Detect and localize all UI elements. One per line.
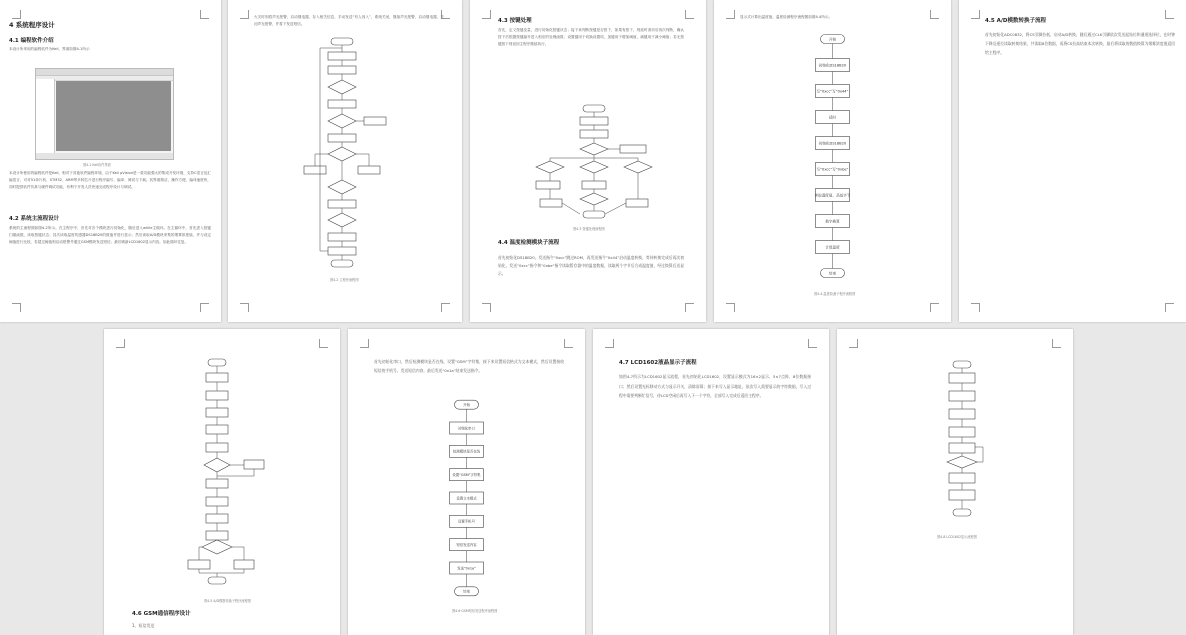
- flow-step-label: 读取温度值，高低字节: [814, 193, 851, 198]
- flow-step-label: 初始化DS18B20: [818, 63, 847, 68]
- page-corner-mark: [1165, 10, 1174, 19]
- section-heading: 4.4 温度检测模块子流程: [498, 240, 560, 246]
- flow-step-label: 初始化DS18B20: [818, 141, 847, 146]
- page-corner-mark: [930, 303, 939, 312]
- page-corner-mark: [319, 339, 328, 348]
- document-page-8[interactable]: [593, 329, 829, 635]
- page-corner-mark: [930, 10, 939, 19]
- page-corner-mark: [116, 339, 125, 348]
- paragraph: 如图4-7所示为LCD1602显示流程，首先初始化LCD1602，设置显示模式为16×2显示、5×7点阵、8位数据接口；然后设置光标移动方式与显示开关，清除屏幕；接下来写入显示地址，依次写入需要显示的字符数据，写入过程中需要判断忙信号，待LCD空闲后再写入下一个字符，全部写入完成后返回主程序。: [619, 374, 811, 399]
- flow-step-label: 计算温度: [825, 245, 840, 250]
- page-corner-mark: [240, 303, 249, 312]
- flowchart-svg: [714, 26, 951, 286]
- figure-caption: 图4-8 LCD1602显示流程图: [937, 535, 977, 539]
- flow-step-label: 初始化串口: [458, 426, 475, 431]
- page-corner-mark: [240, 10, 249, 19]
- temperature-flowchart: [714, 26, 951, 286]
- section-heading: 4.7 LCD1602液晶显示子流程: [619, 360, 697, 366]
- document-page-7[interactable]: [348, 329, 585, 635]
- document-page-4[interactable]: [714, 0, 951, 322]
- flow-step-label: 检测模块是否在线: [452, 449, 481, 454]
- document-page-3[interactable]: [470, 0, 706, 322]
- page-corner-mark: [12, 303, 21, 312]
- flow-step-label: 结束: [463, 589, 470, 594]
- section-heading: 4.2 系统主流程设计: [9, 216, 60, 222]
- section-heading: 4.5 A/D模数转换子流程: [985, 18, 1046, 24]
- section-heading: 4.3 按键处理: [498, 18, 532, 24]
- flow-step-label: 开始: [828, 37, 837, 42]
- flow-step-label: 设置手机号: [458, 519, 475, 524]
- flow-step-label: 设置文本模式: [456, 496, 477, 501]
- page-corner-mark: [441, 303, 450, 312]
- flow-step-label: 开始: [463, 403, 470, 408]
- flow-step-label: 短信发送内容: [456, 543, 477, 548]
- page-corner-mark: [1165, 303, 1174, 312]
- paragraph: 显示式计算出温度值，温度检测程序流程图如图4-4所示。: [740, 15, 833, 19]
- flow-step-label: 结束: [828, 271, 837, 276]
- section-heading: 4.1 编程软件介绍: [9, 38, 54, 44]
- page-corner-mark: [482, 10, 491, 19]
- page-corner-mark: [808, 339, 817, 348]
- flowchart-svg: [348, 393, 585, 603]
- page-corner-mark: [200, 303, 209, 312]
- software-screenshot: [35, 68, 174, 160]
- page-corner-mark: [971, 10, 980, 19]
- paragraph: 首先初始化ADC0832，将CS引脚拉低，启动A/D转换，随后通过CLK引脚依次发送起始位和通道选择位，在时钟下降沿逐位读取转换结果，共读取8位数据，再将CS拉高结束本次转换，最后将读取的数值换算为烟雾浓度值返回给主程序。: [985, 32, 1175, 55]
- page-corner-mark: [685, 303, 694, 312]
- page-corner-mark: [849, 339, 858, 348]
- flow-step-label: 写“0xcc”写“0x44”: [816, 89, 849, 94]
- figure-caption: 图4-2 主程序流程图: [330, 278, 359, 282]
- page-corner-mark: [1052, 339, 1061, 348]
- flow-step-label: 写“0xcc”写“0xbe”: [816, 167, 849, 172]
- page-corner-mark: [200, 10, 209, 19]
- flow-step-label: 数字换算: [825, 219, 840, 224]
- paragraph: 本设计所使用的编程软件是Keil，相对于其他软件编程环境，由于Keil μVision是一款功能强大的集成开发环境，支持C语言及汇编语言，可对51单片机、STM32、ARM等多种芯片进行程序编写、编译、调试与下载。其界面简洁，操作方便，编译速度快，同时提供软件仿真与硬件调试功能，有利于开发人员快速完成程序设计与调试。: [9, 171, 211, 189]
- section-heading: 4.6 GSM通信程序设计: [132, 611, 191, 617]
- page-corner-mark: [685, 10, 694, 19]
- list-item: 1、短信发送: [132, 623, 155, 628]
- paragraph: 本设计所采用的编程软件为Keil，界面如图4-1所示: [9, 47, 90, 51]
- figure-caption: 图4-5 A/D模数转换子程序流程图: [204, 599, 251, 603]
- page-corner-mark: [726, 10, 735, 19]
- page-corner-mark: [564, 339, 573, 348]
- paragraph: 系统的主流程图如图4-2所示。在主程序中，首先对各个模块进行初始化，随后进入while主循环。在主循环中，首先进入按键扫描函数，读取按键状态；其次读取温度传感器DS18B20的数值并进行显示；然后读取A/D模块采集的烟雾浓度值，并与设定阈值进行比较，若超过阈值则启动报警并通过GSM模块发送短信；最后刷新LCD1602显示内容，如此循环往复。: [9, 226, 211, 244]
- document-page-2[interactable]: [228, 0, 462, 322]
- page-corner-mark: [605, 339, 614, 348]
- key-flowchart: [532, 103, 660, 221]
- figure-caption: 图4-3 按键处理流程图: [573, 227, 605, 231]
- ad-flowchart: [184, 357, 274, 593]
- flow-step-label: 延时: [828, 115, 837, 120]
- document-page-1[interactable]: [0, 0, 221, 322]
- chapter-heading: 4 系统程序设计: [9, 21, 55, 29]
- paragraph: 火灾时则将声光报警，启动继电器，存入相关信息，手动发送“有人闯入”，系统关闭，继续声光报警，启动继电器，关闭声光报警，并将下发送短信。: [254, 15, 444, 26]
- page-corner-mark: [360, 339, 369, 348]
- document-page-5[interactable]: [959, 0, 1186, 322]
- figure-caption: 图4-1 Keil软件界面: [83, 163, 111, 167]
- gsm-flowchart: [348, 393, 585, 603]
- flow-step-label: 发送“0x1a”: [457, 566, 476, 571]
- main-flowchart: [298, 36, 398, 268]
- paragraph: 首先初始化串口，然后检测模块是否在线，设置“GSM”字符集，接下来设置短信格式为文本模式，然后设置接收短信的手机号，发送短信内容，最后发送“0x1a”结束发送指令。: [374, 359, 564, 373]
- page-corner-mark: [12, 10, 21, 19]
- lcd-flowchart: [933, 359, 993, 529]
- document-page-9[interactable]: [837, 329, 1073, 635]
- page-corner-mark: [971, 303, 980, 312]
- figure-caption: 图4-4 温度检测子程序流程图: [814, 292, 856, 296]
- figure-caption: 图4-6 GSM短信发送程序流程图: [452, 609, 498, 613]
- document-page-6[interactable]: [104, 329, 340, 635]
- flow-step-label: 设置“GSM”字符集: [452, 473, 481, 478]
- paragraph: 首先，定义按键变量，进行初始化按键状态；接下来判断按键是否按下，如果有按下，则延时消抖后再次判断，确认按下后根据按键编号进入相应的处理函数；设置键用于切换设置项，加键用于增加阈值，减键用于减小阈值；若无按键按下则返回主程序继续执行。: [498, 28, 684, 46]
- page-corner-mark: [482, 303, 491, 312]
- page-corner-mark: [726, 303, 735, 312]
- paragraph: 首先初始化DS18B20，发送指令“0xcc”跳过ROM，再发送指令“0x44”启动温度转换，等待转换完成后再次初始化，发送“0xcc”指令和“0xbe”指令读取暂存器中的温度数据，读取两个字节后合成温度值，经过换算后送显示。: [498, 255, 684, 276]
